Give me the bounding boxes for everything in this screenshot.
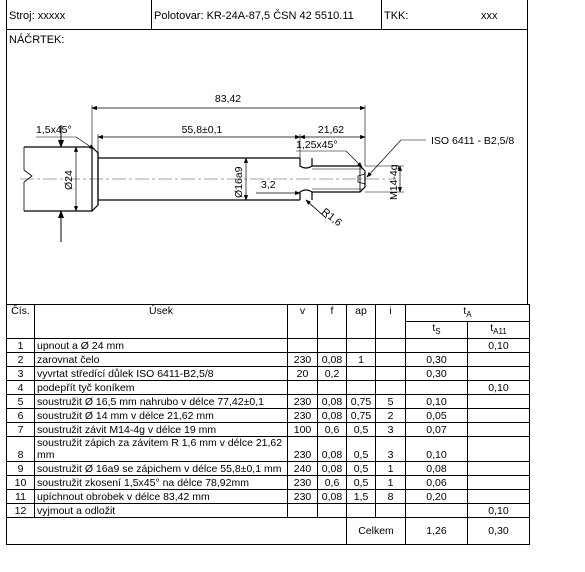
row-i bbox=[376, 367, 406, 381]
operations-table bbox=[6, 304, 530, 545]
col-header-num: Čís. bbox=[7, 305, 35, 339]
row-ap bbox=[347, 504, 376, 518]
header-row bbox=[6, 0, 528, 30]
sketch-panel bbox=[6, 30, 528, 305]
table-row bbox=[7, 476, 530, 490]
row-number: 5 bbox=[7, 395, 35, 409]
table-row bbox=[7, 437, 530, 462]
dim-radius: R1,6 bbox=[319, 205, 345, 230]
row-ta11 bbox=[468, 476, 530, 490]
table-row bbox=[7, 462, 530, 476]
row-number: 8 bbox=[7, 437, 35, 462]
row-f bbox=[318, 381, 347, 395]
row-v: 230 bbox=[288, 395, 318, 409]
dim-groove: 3,2 bbox=[261, 179, 276, 191]
row-ta11 bbox=[468, 423, 530, 437]
row-ts bbox=[406, 339, 468, 353]
row-i bbox=[376, 339, 406, 353]
col-header-i: i bbox=[376, 305, 406, 339]
dim-thread: M14-4g bbox=[388, 164, 400, 200]
row-ts: 0,30 bbox=[406, 367, 468, 381]
row-i: 8 bbox=[376, 490, 406, 504]
row-i bbox=[376, 381, 406, 395]
row-ap: 1 bbox=[347, 353, 376, 367]
groove bbox=[300, 158, 312, 168]
sketch-label: NÁČRTEK: bbox=[9, 34, 65, 46]
row-v bbox=[288, 381, 318, 395]
table-row bbox=[7, 353, 530, 367]
col-header-section: Úsek bbox=[35, 305, 288, 339]
part-drawing bbox=[6, 30, 528, 305]
total-ta11: 0,30 bbox=[468, 518, 530, 545]
row-section: soustružit závit M14-4g v délce 19 mm bbox=[35, 423, 288, 437]
row-number: 2 bbox=[7, 353, 35, 367]
row-ts: 0,07 bbox=[406, 423, 468, 437]
row-ta11: 0,10 bbox=[468, 504, 530, 518]
stock-label: Polotovar: KR-24A-87,5 ČSN 42 5510.11 bbox=[154, 10, 354, 22]
row-number: 7 bbox=[7, 423, 35, 437]
row-ts: 0,30 bbox=[406, 353, 468, 367]
row-f bbox=[318, 339, 347, 353]
row-ts: 0,08 bbox=[406, 462, 468, 476]
row-section: soustružit Ø 14 mm v délce 21,62 mm bbox=[35, 409, 288, 423]
row-section: soustružit Ø 16a9 se zápichem v délce 55,8±0,1 mm bbox=[35, 462, 288, 476]
row-ts: 0,10 bbox=[406, 437, 468, 462]
row-f: 0,2 bbox=[318, 367, 347, 381]
row-ap bbox=[347, 339, 376, 353]
row-number: 10 bbox=[7, 476, 35, 490]
row-ap: 0,5 bbox=[347, 462, 376, 476]
row-ts: 0,06 bbox=[406, 476, 468, 490]
row-i: 3 bbox=[376, 423, 406, 437]
dim-chamfer-right: 1,25x45° bbox=[296, 139, 338, 151]
row-number: 11 bbox=[7, 490, 35, 504]
row-f: 0,08 bbox=[318, 353, 347, 367]
dim-shaft-diameter: Ø16a9 bbox=[233, 166, 245, 198]
row-ap: 0,5 bbox=[347, 476, 376, 490]
table-row bbox=[7, 409, 530, 423]
row-i bbox=[376, 504, 406, 518]
row-i: 5 bbox=[376, 395, 406, 409]
row-ta11 bbox=[468, 409, 530, 423]
dim-main-length: 55,8±0,1 bbox=[181, 124, 223, 136]
divider bbox=[151, 0, 152, 29]
row-v: 230 bbox=[288, 353, 318, 367]
row-section: zarovnat čelo bbox=[35, 353, 288, 367]
row-ts: 0,10 bbox=[406, 395, 468, 409]
row-i: 1 bbox=[376, 476, 406, 490]
dim-chamfer-left: 1,5x45° bbox=[36, 124, 72, 136]
table-row bbox=[7, 395, 530, 409]
row-i bbox=[376, 353, 406, 367]
row-ta11 bbox=[468, 353, 530, 367]
row-number: 6 bbox=[7, 409, 35, 423]
row-i: 3 bbox=[376, 437, 406, 462]
tkk-label: TKK: bbox=[384, 10, 409, 22]
row-v: 100 bbox=[288, 423, 318, 437]
row-ts bbox=[406, 504, 468, 518]
table-row bbox=[7, 504, 530, 518]
total-row bbox=[7, 518, 530, 545]
col-header-ta11: $t_{A11}$ bbox=[468, 322, 530, 339]
row-ap bbox=[347, 381, 376, 395]
row-f: 0,08 bbox=[318, 462, 347, 476]
row-v: 230 bbox=[288, 490, 318, 504]
row-number: 1 bbox=[7, 339, 35, 353]
machine-label: Stroj: xxxxx bbox=[9, 10, 66, 22]
row-i: 1 bbox=[376, 462, 406, 476]
row-f: 0,08 bbox=[318, 409, 347, 423]
row-ap: 0,75 bbox=[347, 409, 376, 423]
row-section: vyvrtat středící důlek ISO 6411-B2,5/8 bbox=[35, 367, 288, 381]
row-ts bbox=[406, 381, 468, 395]
row-f: 0,6 bbox=[318, 423, 347, 437]
table-row bbox=[7, 423, 530, 437]
row-v: 20 bbox=[288, 367, 318, 381]
row-ap: 0,5 bbox=[347, 437, 376, 462]
row-section: soustružit zápich za závitem R 1,6 mm v délce 21,62 mm bbox=[35, 437, 288, 462]
row-f: 0,6 bbox=[318, 476, 347, 490]
row-f: 0,08 bbox=[318, 437, 347, 462]
row-ta11: 0,10 bbox=[468, 381, 530, 395]
row-f: 0,08 bbox=[318, 490, 347, 504]
row-number: 9 bbox=[7, 462, 35, 476]
stock-outline bbox=[24, 147, 92, 211]
table-row bbox=[7, 381, 530, 395]
table-row bbox=[7, 367, 530, 381]
table-row bbox=[7, 490, 530, 504]
table-row bbox=[7, 339, 530, 353]
col-header-f: f bbox=[318, 305, 347, 339]
row-f: 0,08 bbox=[318, 395, 347, 409]
row-v bbox=[288, 504, 318, 518]
col-header-ta: $t_A$ bbox=[406, 305, 530, 322]
row-v: 230 bbox=[288, 476, 318, 490]
row-f bbox=[318, 504, 347, 518]
total-label: Celkem bbox=[347, 518, 406, 545]
dim-stock-diameter: Ø24 bbox=[63, 170, 75, 190]
row-section: soustružit zkosení 1,5x45° na délce 78,92mm bbox=[35, 476, 288, 490]
row-ta11 bbox=[468, 490, 530, 504]
row-v: 240 bbox=[288, 462, 318, 476]
total-ts: 1,26 bbox=[406, 518, 468, 545]
row-ap: 0,75 bbox=[347, 395, 376, 409]
dim-overall: 83,42 bbox=[214, 93, 242, 105]
row-ap bbox=[347, 367, 376, 381]
row-number: 3 bbox=[7, 367, 35, 381]
row-section: upíchnout obrobek v délce 83,42 mm bbox=[35, 490, 288, 504]
row-number: 4 bbox=[7, 381, 35, 395]
row-v bbox=[288, 339, 318, 353]
table-header-row bbox=[7, 305, 530, 322]
row-ta11 bbox=[468, 367, 530, 381]
row-ta11: 0,10 bbox=[468, 339, 530, 353]
col-header-v: v bbox=[288, 305, 318, 339]
row-ts: 0,05 bbox=[406, 409, 468, 423]
col-header-ts: $t_S$ bbox=[406, 322, 468, 339]
row-ta11 bbox=[468, 462, 530, 476]
row-ap: 0,5 bbox=[347, 423, 376, 437]
divider bbox=[381, 0, 382, 29]
row-number: 12 bbox=[7, 504, 35, 518]
tkk-value: xxx bbox=[481, 10, 498, 22]
row-ts: 0,20 bbox=[406, 490, 468, 504]
row-v: 230 bbox=[288, 409, 318, 423]
row-i: 2 bbox=[376, 409, 406, 423]
dim-thread-length: 21,62 bbox=[317, 124, 345, 136]
row-ta11 bbox=[468, 395, 530, 409]
row-section: soustružit Ø 16,5 mm nahrubo v délce 77,42±0,1 bbox=[35, 395, 288, 409]
row-ap: 1,5 bbox=[347, 490, 376, 504]
center-hole-label: ISO 6411 - B2,5/8 bbox=[431, 135, 515, 147]
row-section: upnout a Ø 24 mm bbox=[35, 339, 288, 353]
row-section: vyjmout a odložit bbox=[35, 504, 288, 518]
row-v: 230 bbox=[288, 437, 318, 462]
row-ta11 bbox=[468, 437, 530, 462]
row-section: podepřít tyč koníkem bbox=[35, 381, 288, 395]
col-header-ap: ap bbox=[347, 305, 376, 339]
